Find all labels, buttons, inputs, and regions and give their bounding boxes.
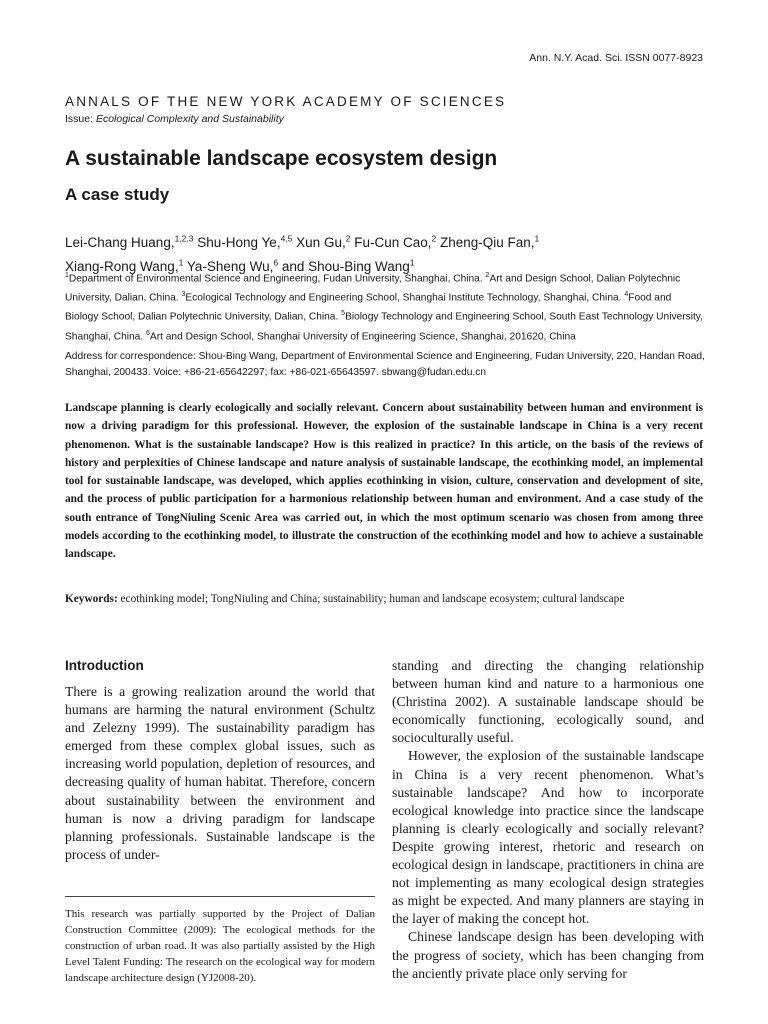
affiliation: Ecological Technology and Engineering School, Shanghai Institute Technology, Shanghai, China. bbox=[185, 292, 622, 304]
author: Zheng-Qiu Fan,$^1$ bbox=[440, 233, 540, 250]
body-paragraph: standing and directing the changing relationship between human kind and nature to a harmonious one (Christina 2002). A sustainable landscape should be economically functioning, ecologically sound, and socioculturally useful. bbox=[392, 658, 704, 746]
journal-name: ANNALS OF THE NEW YORK ACADEMY OF SCIENCES bbox=[65, 94, 507, 109]
keywords-text: ecothinking model; TongNiuling and China; sustainability; human and landscape ecosystem; cultural landscape bbox=[117, 593, 625, 605]
correspondence-address: Address for correspondence: Shou-Bing Wang, Department of Environmental Science and Engineering, Fudan University, 220, Handan Road, Shanghai, 200433. Voice: +86-21-65642297; fax: +86-021-65643597. sbwang@fudan.edu.cn bbox=[65, 351, 705, 378]
body-paragraph: Chinese landscape design has been developing with the progress of society, which has been changing from the anciently private place only serving for bbox=[392, 929, 704, 981]
abstract: Landscape planning is clearly ecologically and socially relevant. Concern about sustainability between human and environment is now a driving paradigm for this professional. However, the explosion of the sustainable landscape in China is a very recent phenomenon. What is the sustainable landscape? How is this realized in practice? In this article, on the basis of the reviews of history and perplexities of Chinese landscape and nature analysis of sustainable landscape, the ecothinking model, an implemental tool for sustainable landscape, was developed, which applies ecothinking in vision, culture, conservation and development of site, and the process of public participation for a harmonious relationship between human and environment. And a case study of the south entrance of TongNiuling Scenic Area was carried out, in which the most optimum scenario was chosen from among three models according to the ecothinking model, to illustrate the construction of the ecothinking model and how to achieve a sustainable landscape. bbox=[65, 402, 703, 561]
body-paragraph: There is a growing realization around the world that humans are harming the natural environment (Schultz and Zelezny 1999). The sustainability paradigm has emerged from these complex global issues, such as increasing world population, depletion of resources, and decreasing quality of human habitat. Therefore, concern about sustainability between the environment and human is now a driving paradigm for landscape planning professionals. Sustainable landscape is the process of under- bbox=[65, 684, 375, 862]
article-subtitle: A case study bbox=[65, 185, 170, 204]
author: Xun Gu,$^2$ bbox=[296, 233, 351, 250]
footnote-divider bbox=[65, 896, 375, 897]
issue-label: Issue: bbox=[65, 113, 96, 125]
author: Xiang-Rong Wang,$^1$ bbox=[65, 257, 184, 274]
author: and Shou-Bing Wang$^1$ bbox=[281, 257, 415, 274]
affiliation: Food and Biology School, Dalian Polytechnic University, Dalian, China. bbox=[65, 292, 672, 323]
body-paragraph: However, the explosion of the sustainable landscape in China is a very recent phenomenon. What’s sustainable landscape? And how to incorporate ecological knowledge into practice since the landscape planning is clearly ecologically and socially relevant? Despite growing interest, rhetoric and research on ecological design in landscape, practitioners in china are not implementing as many ecological design strategies as might be expected. And many planners are staying in the layer of making the concept hot. bbox=[392, 748, 704, 927]
left-column bbox=[65, 658, 375, 864]
issue-title: Ecological Complexity and Sustainability bbox=[95, 113, 284, 125]
author: Shu-Hong Ye,$^{4,5}$ bbox=[197, 233, 293, 250]
author: Fu-Cun Cao,$^2$ bbox=[354, 233, 437, 250]
affiliation: Department of Environmental Science and Engineering, Fudan University, Shanghai, China. bbox=[68, 273, 483, 285]
right-column bbox=[392, 657, 704, 983]
journal-citation: Ann. N.Y. Acad. Sci. ISSN 0077-8923 bbox=[529, 52, 703, 64]
author: Ya-Sheng Wu,$^6$ bbox=[186, 257, 279, 274]
funding-footnote: This research was partially supported by the Project of Dalian Construction Committee (2009): The ecological methods for the construction of urban road. It was also partially assisted by the High Level Talent Funding: The research on the ecological way for modern landscape architecture design (YJ2008-20). bbox=[65, 908, 375, 984]
affiliation: Art and Design School, Dalian Polytechnic University, Dalian, China. bbox=[65, 273, 681, 304]
affiliation: Art and Design School, Shanghai University of Engineering Science, Shanghai, 201620, China bbox=[149, 330, 576, 342]
affiliation: Biology Technology and Engineering School, South East Technology University, Shanghai, China. bbox=[65, 311, 703, 342]
affiliations: $^1$Department of Environmental Science and Engineering, Fudan University, Shanghai, China. $^2$Art and Design School, Dalian Polytechnic University, Dalian, China. $^3$Ecological Technology and Engineering School, Shanghai Institute Technology, Shanghai, China. $^4$Food and Biology School, Dalian Polytechnic University, Dalian, China. $^5$Biology Technology and Engineering School, South East Technology University, Shanghai, China. $^6$Art and Design School, Shanghai University of Engineering Science, Shanghai, 201620, China bbox=[65, 272, 703, 342]
keywords bbox=[65, 590, 703, 608]
issue-line bbox=[65, 113, 284, 125]
author: Lei-Chang Huang,$^{1,2,3}$ bbox=[65, 233, 194, 250]
section-heading-introduction: Introduction bbox=[65, 658, 144, 673]
keywords-label: Keywords: bbox=[65, 593, 118, 605]
article-title: A sustainable landscape ecosystem design bbox=[65, 147, 498, 170]
